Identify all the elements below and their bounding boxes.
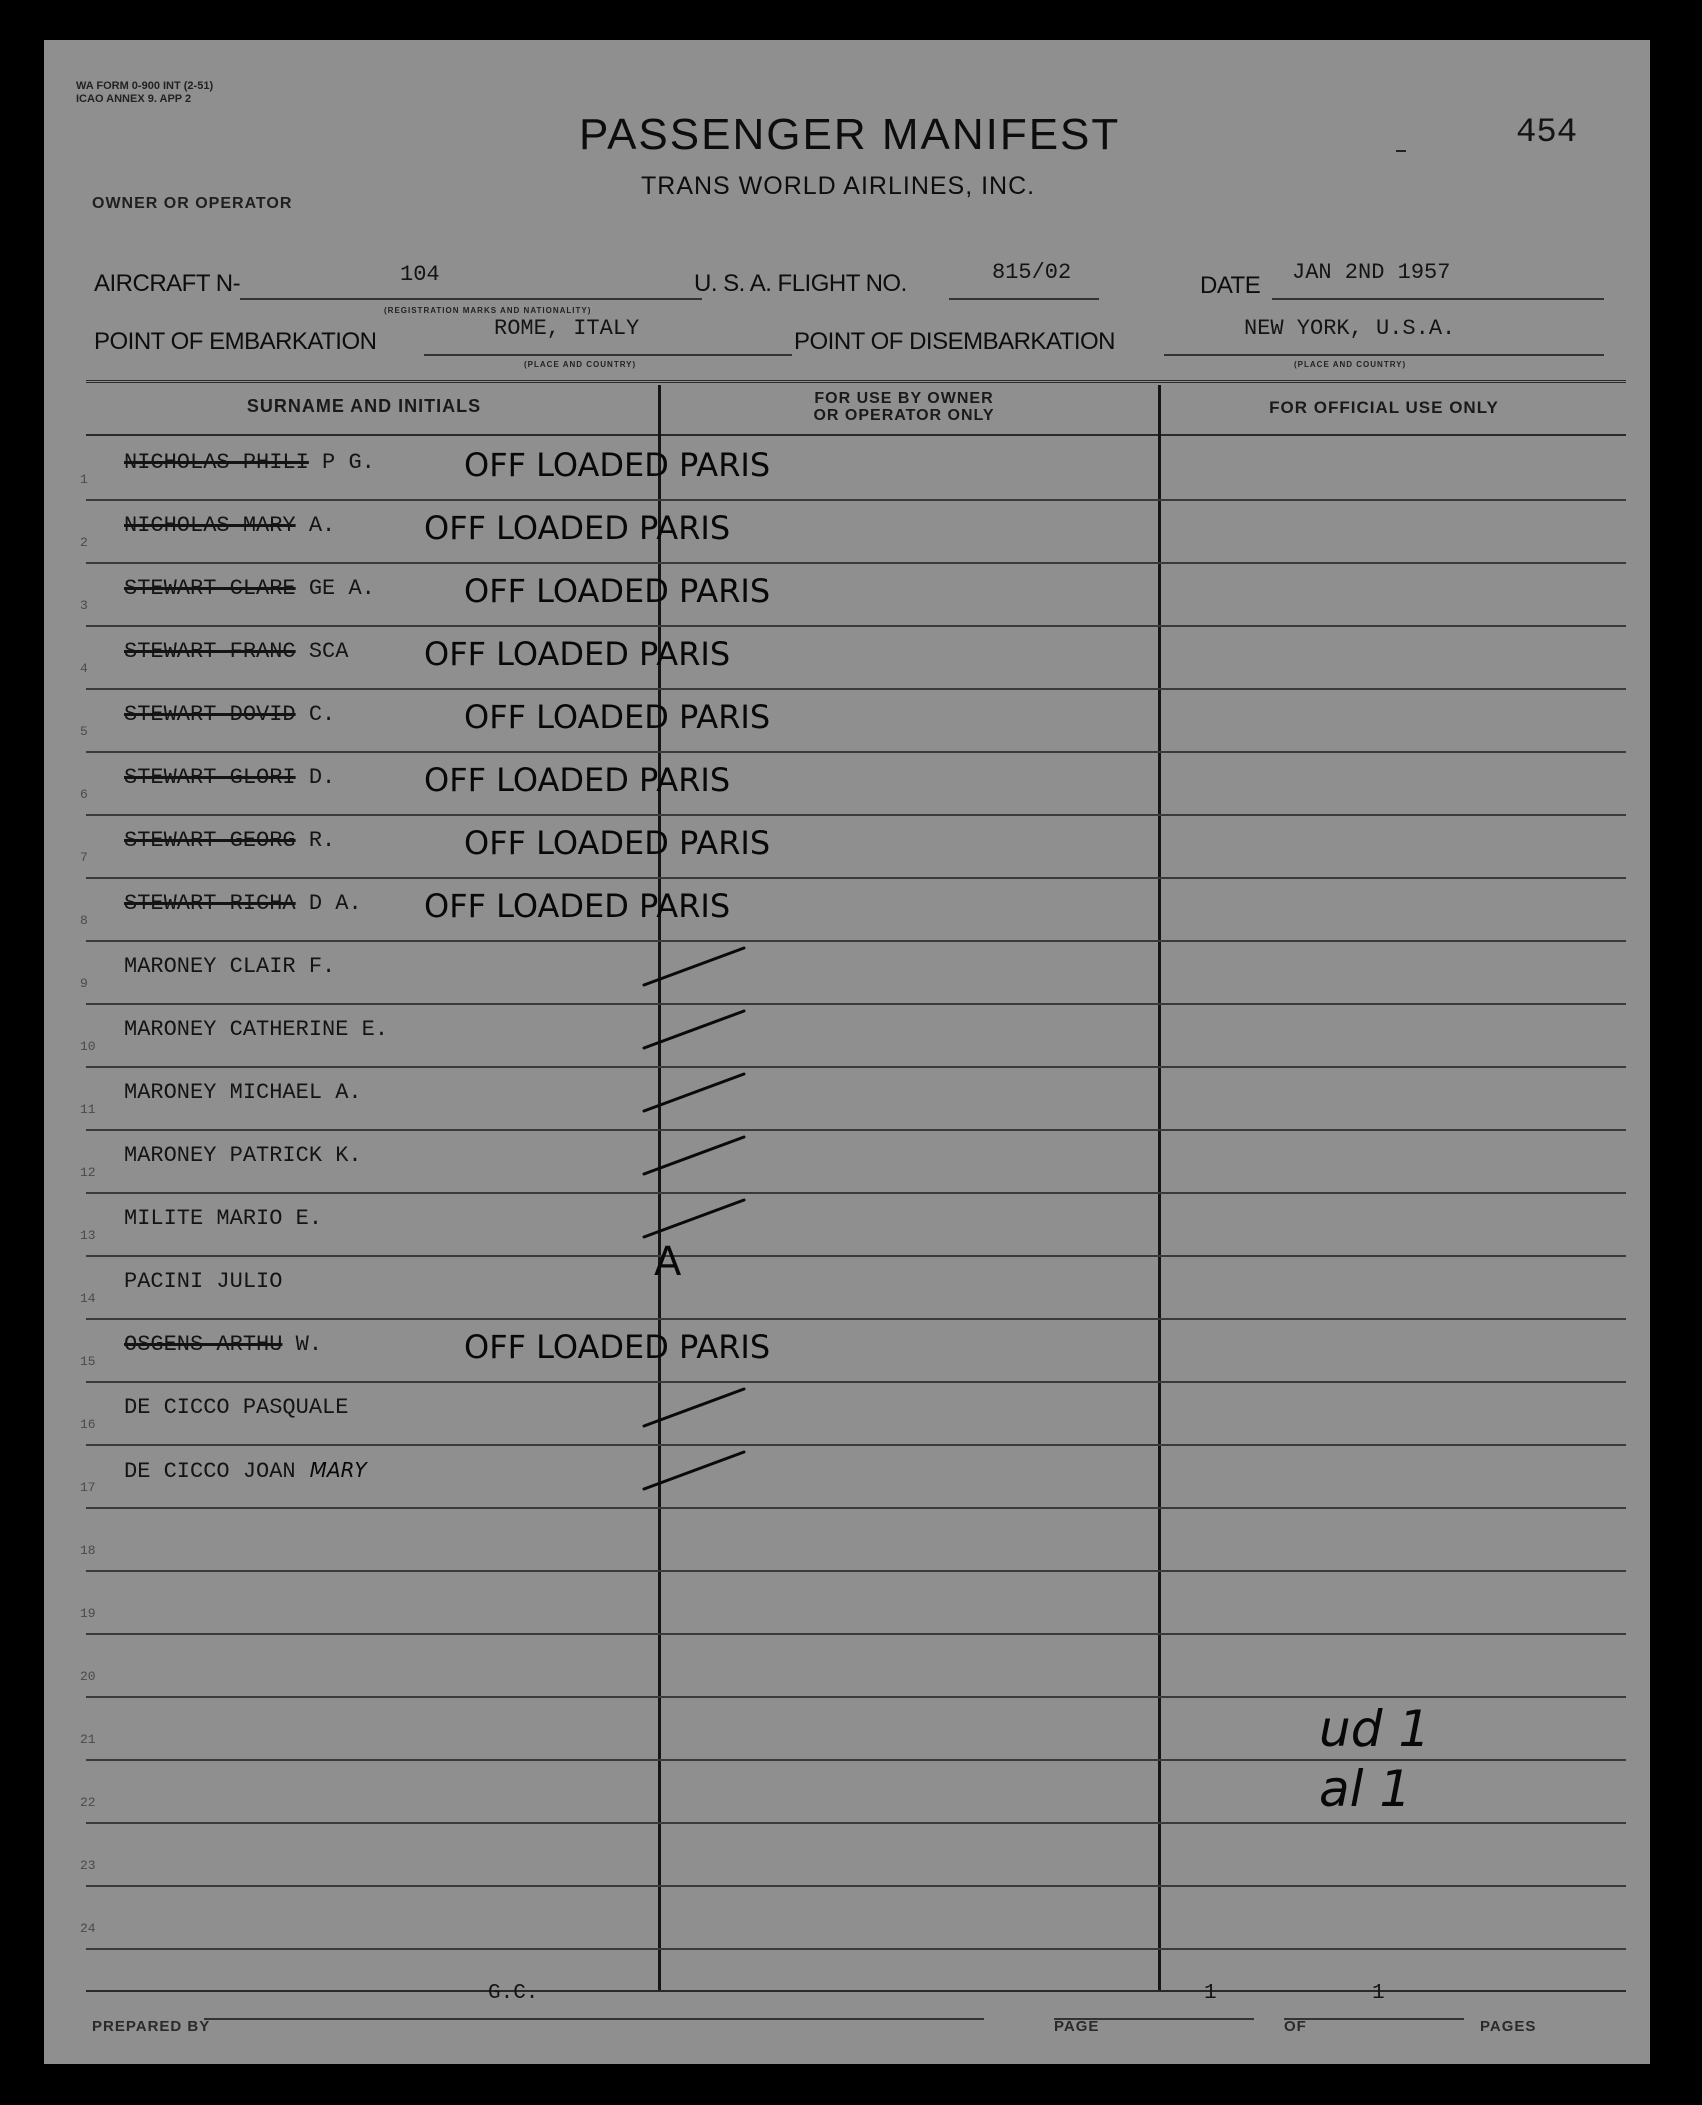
col-official-header: FOR OFFICIAL USE ONLY — [1269, 398, 1499, 417]
passenger-name — [124, 450, 375, 475]
registration-caption: (REGISTRATION MARKS AND NATIONALITY) — [384, 306, 592, 315]
name-text: W. — [295, 1332, 323, 1357]
row-rule — [86, 1192, 1626, 1194]
date-value: JAN 2ND 1957 — [1292, 260, 1451, 285]
check-mark-icon — [624, 1003, 764, 1073]
form-code-line1: WA FORM 0-900 INT (2-51) — [76, 80, 214, 92]
row-number: 3 — [80, 598, 88, 613]
name-text: MARONEY PATRICK K. — [124, 1143, 362, 1168]
passenger-name — [124, 1395, 348, 1420]
aircraft-label: AIRCRAFT N- — [94, 270, 241, 297]
date-label: DATE — [1200, 272, 1261, 299]
page-label: PAGE — [1054, 2018, 1100, 2035]
col-owner-use-line1: FOR USE BY OWNER — [814, 390, 994, 407]
row-number: 4 — [80, 661, 88, 676]
disembarkation-caption: (PLACE AND COUNTRY) — [1294, 360, 1407, 369]
name-text: DE CICCO JOAN — [124, 1459, 296, 1484]
row-rule — [86, 1381, 1626, 1383]
name-text: R. — [308, 828, 336, 853]
check-mark-icon — [624, 1381, 764, 1451]
row-number: 1 — [80, 472, 88, 487]
flight-value: 815/02 — [992, 260, 1072, 285]
name-text: MARONEY CATHERINE E. — [124, 1017, 389, 1042]
passenger-name — [124, 891, 362, 916]
aircraft-underline — [240, 298, 702, 300]
name-text: D. — [308, 765, 336, 790]
form-code-line2: ICAO ANNEX 9. APP 2 — [76, 93, 192, 105]
handwritten-note: OFF LOADED PARIS — [424, 635, 731, 673]
row-number: 16 — [80, 1417, 96, 1432]
row-number: 20 — [80, 1669, 96, 1684]
handwritten-note: OFF LOADED PARIS — [424, 761, 731, 799]
passenger-name — [124, 513, 335, 538]
row-number: 12 — [80, 1165, 96, 1180]
row-rule — [86, 1570, 1626, 1572]
passenger-name — [124, 702, 335, 727]
name-text: DE CICCO PASQUALE — [124, 1395, 349, 1420]
name-text: MARONEY MICHAEL A. — [124, 1080, 362, 1105]
check-mark-icon — [624, 1129, 764, 1199]
row-number: 15 — [80, 1354, 96, 1369]
struck-name: OSGENS ARTHU — [124, 1332, 283, 1357]
name-text: MILITE MARIO E. — [124, 1206, 323, 1231]
row-number: 19 — [80, 1606, 96, 1621]
row-rule — [86, 562, 1626, 564]
flight-underline — [949, 298, 1099, 300]
flight-label: U. S. A. FLIGHT NO. — [694, 270, 907, 297]
row-rule — [86, 1066, 1626, 1068]
document-number: 454 — [1516, 114, 1578, 152]
struck-name: NICHOLAS MARY — [124, 513, 296, 538]
aircraft-value: 104 — [400, 262, 440, 287]
passenger-name — [124, 1332, 322, 1357]
handwritten-note: OFF LOADED PARIS — [424, 509, 731, 547]
handwritten-name-addition: MARY — [309, 1458, 367, 1482]
row-rule — [86, 499, 1626, 501]
col-owner-use-line2: OR OPERATOR ONLY — [813, 407, 995, 424]
check-mark-icon — [624, 940, 764, 1010]
name-text: PACINI JULIO — [124, 1269, 283, 1294]
handwritten-note: OFF LOADED PARIS — [464, 446, 771, 484]
passenger-name — [124, 954, 335, 979]
row-rule — [86, 1255, 1626, 1257]
name-text: GE A. — [308, 576, 375, 601]
row-rule — [86, 877, 1626, 879]
name-text: MARONEY CLAIR F. — [124, 954, 336, 979]
handwritten-note: OFF LOADED PARIS — [424, 887, 731, 925]
row-rule — [86, 625, 1626, 627]
row-number: 23 — [80, 1858, 96, 1873]
struck-name: STEWART FRANC — [124, 639, 296, 664]
manifest-title: PASSENGER MANIFEST — [579, 110, 1121, 159]
passenger-name — [124, 765, 335, 790]
prepared-by-label: PREPARED BY — [92, 2018, 211, 2035]
row-rule — [86, 1948, 1626, 1950]
row-rule — [86, 1696, 1626, 1698]
page-value: 1 — [1204, 1982, 1217, 2005]
name-text: C. — [308, 702, 336, 727]
row-number: 14 — [80, 1291, 96, 1306]
row-number: 7 — [80, 850, 88, 865]
row-number: 2 — [80, 535, 88, 550]
col-surname-header: SURNAME AND INITIALS — [246, 396, 482, 416]
embarkation-caption: (PLACE AND COUNTRY) — [524, 360, 637, 369]
passenger-name — [124, 1206, 322, 1231]
passenger-name — [124, 1143, 362, 1168]
struck-name: NICHOLAS PHILI — [124, 450, 309, 475]
disembarkation-underline — [1164, 354, 1604, 356]
of-label: OF — [1284, 2018, 1307, 2035]
date-underline — [1272, 298, 1604, 300]
row-number: 13 — [80, 1228, 96, 1243]
pages-label: PAGES — [1480, 2018, 1537, 2035]
struck-name: STEWART RICHA — [124, 891, 296, 916]
disembarkation-label: POINT OF DISEMBARKATION — [794, 328, 1115, 355]
embarkation-value: ROME, ITALY — [494, 316, 640, 341]
row-rule — [86, 751, 1626, 753]
row-rule — [86, 814, 1626, 816]
row-rule — [86, 1003, 1626, 1005]
handwritten-note: OFF LOADED PARIS — [464, 1328, 771, 1366]
row-number: 18 — [80, 1543, 96, 1558]
owner-operator-label: OWNER OR OPERATOR — [92, 195, 293, 212]
row-rule — [86, 1822, 1626, 1824]
prepared-by-underline — [204, 2018, 984, 2020]
airline-name: TRANS WORLD AIRLINES, INC. — [641, 172, 1036, 200]
passenger-name — [124, 1017, 388, 1042]
col-owner-use-header — [724, 390, 1084, 424]
row-rule — [86, 1507, 1626, 1509]
header-bottom-rule — [86, 434, 1626, 436]
row-number: 5 — [80, 724, 88, 739]
row-number: 21 — [80, 1732, 96, 1747]
handwritten-note: OFF LOADED PARIS — [464, 824, 771, 862]
of-underline — [1284, 2018, 1464, 2020]
row-rule — [86, 688, 1626, 690]
row-rule — [86, 1885, 1626, 1887]
row-rule — [86, 1129, 1626, 1131]
disembarkation-value: NEW YORK, U.S.A. — [1244, 316, 1456, 341]
footer-rule — [86, 1990, 1626, 1992]
row-number: 10 — [80, 1039, 96, 1054]
official-note-line1: ud 1 — [1319, 1700, 1431, 1758]
prepared-by-value: G.C. — [488, 1982, 539, 2005]
passenger-name — [124, 828, 335, 853]
row-number: 17 — [80, 1480, 96, 1495]
passenger-name — [124, 576, 375, 601]
name-text: P G. — [322, 450, 375, 475]
manifest-page — [44, 40, 1650, 2064]
row-number: 8 — [80, 913, 88, 928]
handwritten-note: A — [654, 1239, 682, 1285]
dash-mark — [1396, 150, 1406, 152]
struck-name: STEWART GEORG — [124, 828, 296, 853]
official-note-line2: al 1 — [1319, 1760, 1412, 1818]
check-mark-icon — [624, 1444, 764, 1514]
passenger-name — [124, 1269, 282, 1294]
passenger-name — [124, 639, 348, 664]
row-rule — [86, 1444, 1626, 1446]
handwritten-note: OFF LOADED PARIS — [464, 698, 771, 736]
of-value: 1 — [1372, 1982, 1385, 2005]
row-rule — [86, 1633, 1626, 1635]
embarkation-underline — [424, 354, 792, 356]
name-text: SCA — [308, 639, 349, 664]
row-number: 24 — [80, 1921, 96, 1936]
passenger-name — [124, 1080, 362, 1105]
row-number: 9 — [80, 976, 88, 991]
name-text: A. — [308, 513, 336, 538]
form-code — [76, 80, 213, 106]
row-number: 22 — [80, 1795, 96, 1810]
row-rule — [86, 1318, 1626, 1320]
table-top-rule — [86, 380, 1626, 383]
passenger-name — [124, 1458, 367, 1484]
row-number: 11 — [80, 1102, 96, 1117]
struck-name: STEWART GLORI — [124, 765, 296, 790]
row-number: 6 — [80, 787, 88, 802]
check-mark-icon — [624, 1192, 764, 1262]
embarkation-label: POINT OF EMBARKATION — [94, 328, 377, 355]
struck-name: STEWART CLARE — [124, 576, 296, 601]
handwritten-note: OFF LOADED PARIS — [464, 572, 771, 610]
name-text: D A. — [308, 891, 362, 916]
check-mark-icon — [624, 1066, 764, 1136]
struck-name: STEWART DOVID — [124, 702, 296, 727]
row-rule — [86, 940, 1626, 942]
